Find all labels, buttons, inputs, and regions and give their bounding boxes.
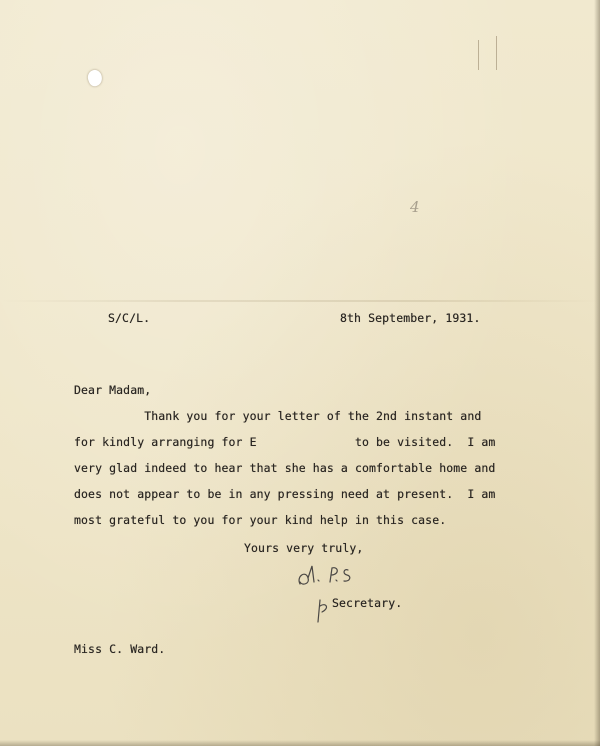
- body-line: does not appear to be in any pressing need at present. I am: [74, 487, 496, 501]
- pencil-annotation: 4: [410, 198, 420, 216]
- page-edge: [0, 740, 600, 746]
- body-line: Thank you for your letter of the 2nd instant and: [74, 409, 482, 423]
- signature-title: Secretary.: [332, 596, 403, 610]
- paper-crease: [496, 36, 497, 70]
- body-line: very glad indeed to hear that she has a comfortable home and: [74, 461, 496, 475]
- closing: Yours very truly,: [244, 541, 364, 555]
- punch-hole: [86, 68, 105, 88]
- body-line: most grateful to you for your kind help in this case.: [74, 513, 447, 527]
- recipient-name: Miss C. Ward.: [74, 642, 166, 656]
- reference-code: S/C/L.: [108, 311, 151, 325]
- page-edge: [594, 0, 600, 746]
- paper-crease: [478, 40, 479, 70]
- handwritten-signature: [292, 556, 382, 628]
- letter-date: 8th September, 1931.: [340, 311, 481, 325]
- salutation: Dear Madam,: [74, 383, 152, 397]
- body-line: for kindly arranging for E to be visited. I am: [74, 435, 496, 449]
- paper-fold: [0, 300, 600, 302]
